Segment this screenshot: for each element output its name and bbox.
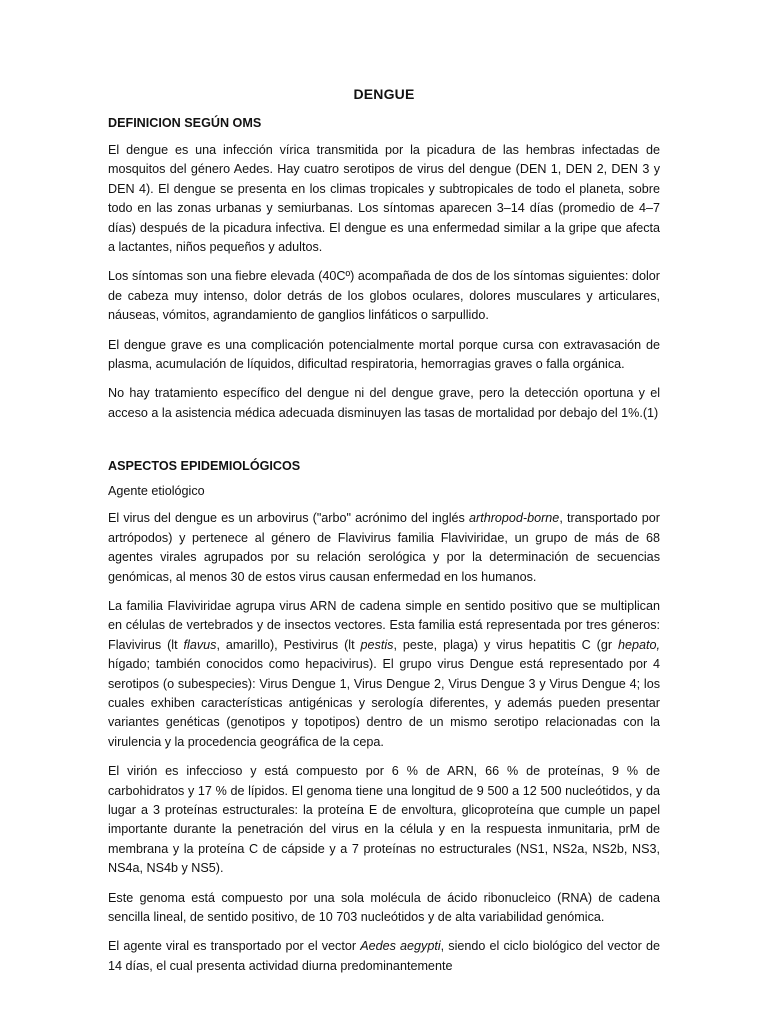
subheading-agente: Agente etiológico (108, 484, 205, 499)
paragraph-flaviviridae (108, 597, 660, 752)
paragraph-definicion: El dengue es una infección vírica transmitida por la picadura de las hembras infectadas de mosquitos del género Aedes. Hay cuatro serotipos de virus del dengue (DEN 1, DEN 2, DEN 3 y DEN 4). El dengue se presenta en los climas tropicales y subtropicales de todo el planeta, sobre todo en las zonas urbanas y semiurbanas. Los síntomas aparecen 3–14 días (promedio de 4–7 días) después de la picadura infectiva. El dengue es una enfermedad similar a la gripe que afecta a lactantes, niños pequeños y adultos. (108, 143, 660, 255)
text-span: , amarillo), Pestivirus (lt (216, 637, 361, 652)
text-span: hígado; también conocidos como hepacivirus). El grupo virus Dengue está representado por 4 serotipos (o subespecies): Virus Dengue 1, Virus Dengue 2, Virus Dengue 3 y Virus Dengue 4; los cuales exhiben características antigénicas y serología diferentes, y además pueden presentar variantes genéticas (genotipos y topotipos) dentro de un mismo serotipo relacionadas con la virulencia y la procedencia geográfica de la cepa. (108, 657, 660, 749)
section-spacer (108, 433, 660, 459)
paragraph-tratamiento: No hay tratamiento específico del dengue ni del dengue grave, pero la detección oportuna y el acceso a la asistencia médica adecuada disminuyen las tasas de mortalidad por debajo del 1%.(1) (108, 386, 660, 420)
paragraph-arbovirus (108, 509, 660, 587)
text-span: La familia Flaviviridae agrupa virus ARN de cadena simple en sentido positivo que se multiplican en células de vertebrados y de insectos vectores. Esta familia está representada por tres géneros: Flavivirus (lt (108, 598, 660, 652)
text-span: , transportado por artrópodos) y pertenece al género de Flavivirus familia Flaviviridae, un grupo de más de 68 agentes virales agrupados por su relación serológica y por la determinación de secuencias genómicas, al menos 30 de estos virus causan enfermedad en los humanos. (108, 511, 660, 584)
italic-term: hepato, (617, 637, 661, 652)
paragraph-sintomas: Los síntomas son una fiebre elevada (40Cº) acompañada de dos de los síntomas siguientes: dolor de cabeza muy intenso, dolor detrás de los globos oculares, dolores musculares y articulares, náuseas, vómitos, agrandamiento de ganglios linfáticos o sarpullido. (108, 269, 660, 323)
italic-term: pestis (360, 637, 394, 652)
section-heading-definicion: DEFINICION SEGÚN OMS (108, 116, 262, 130)
italic-term: arthropod-borne (469, 511, 560, 526)
text-span: El virus del dengue es un arbovirus ("arbo" acrónimo del inglés (108, 511, 469, 526)
text-span: El agente viral es transportado por el vector (108, 939, 361, 954)
text-span: , siendo el ciclo biológico del vector de 14 días, el cual presenta actividad diurna predominantemente (108, 939, 660, 973)
text-span: , peste, plaga) y virus hepatitis C (gr (393, 637, 618, 652)
paragraph-dengue-grave: El dengue grave es una complicación potencialmente mortal porque cursa con extravasación de plasma, acumulación de líquidos, dificultad respiratoria, hemorragias graves o falla orgánica. (108, 337, 660, 372)
section-heading-epidemiologicos: ASPECTOS EPIDEMIOLÓGICOS (108, 459, 301, 474)
paragraph-virion: El virión es infeccioso y está compuesto por 6 % de ARN, 66 % de proteínas, 9 % de carbohidratos y 17 % de lípidos. El genoma tiene una longitud de 9 500 a 12 500 nucleótidos, y da lugar a 3 proteínas estructurales: la proteína E de envoltura, glicoproteína que cumple un papel importante durante la penetración del virus en la célula y en la respuesta inmunitaria, prM de membrana y la proteína C de cápside y a 7 proteínas no estructurales (NS1, NS2a, NS2b, NS3, NS4a, NS4b y NS5). (108, 764, 660, 876)
italic-term: Aedes aegypti (360, 939, 441, 954)
paragraph-vector (108, 937, 660, 976)
paragraph-genoma: Este genoma está compuesto por una sola molécula de ácido ribonucleico (RNA) de cadena sencilla lineal, de sentido positivo, de 10 703 nucleótidos y de alta variabilidad genómica. (108, 890, 660, 924)
document-title: DENGUE (353, 86, 415, 102)
italic-term: flavus (183, 637, 217, 652)
